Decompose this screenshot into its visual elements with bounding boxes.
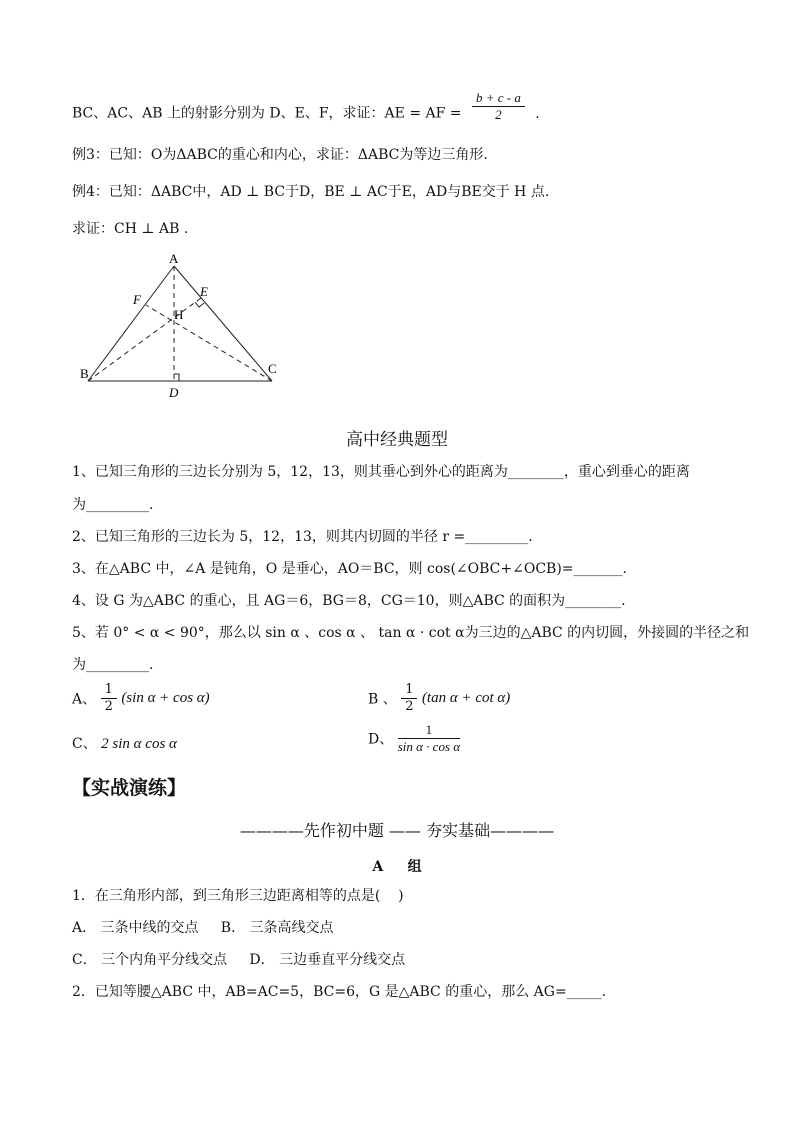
question-4: 4、设 G 为△ABC 的重心，且 AG＝6，BG＝8，CG＝10，则△ABC 的面积为________. bbox=[72, 593, 626, 609]
triangle-orthocenter-figure bbox=[76, 250, 296, 400]
option-d-fraction bbox=[398, 722, 460, 755]
question-5-line-2: 为_________. bbox=[72, 657, 154, 673]
option-a-numerator: 1 bbox=[101, 682, 117, 699]
side-ac bbox=[174, 266, 272, 381]
practice-question-1-options-row-2: C． 三个内角平分线交点 D． 三边垂直平分线交点 bbox=[72, 952, 406, 968]
example-3: 例3：已知：O为ΔABC的重心和内心，求证：ΔABC为等边三角形. bbox=[72, 147, 488, 163]
option-d-label: D、 bbox=[368, 731, 394, 748]
side-ab bbox=[88, 266, 174, 381]
label-b: B bbox=[80, 366, 89, 381]
option-a bbox=[72, 682, 210, 715]
question-2: 2、已知三角形的三边长为 5，12，13，则其内切圆的半径 r =_________. bbox=[72, 529, 533, 545]
fraction-denominator: 2 bbox=[495, 107, 502, 122]
option-a-expression: (sin α + cos α) bbox=[121, 690, 210, 706]
practice-question-1: 1．在三角形内部，到三角形三边距离相等的点是( ) bbox=[72, 888, 404, 904]
group-label: A 组 bbox=[372, 859, 422, 875]
question-1-line-1: 1、已知三角形的三边长分别为 5，12，13，则其垂心到外心的距离为________，重心到垂心的距离 bbox=[72, 464, 690, 480]
label-e: E bbox=[200, 284, 208, 299]
option-a-fraction bbox=[101, 682, 117, 715]
question-1-line-2: 为_________. bbox=[72, 497, 154, 513]
question-5-line-1: 5、若 0° < α < 90°，那么以 sin α 、cos α 、 tan α · cot α为三边的△ABC 的内切圆，外接圆的半径之和 bbox=[72, 625, 750, 641]
option-c bbox=[72, 733, 177, 753]
fraction-numerator: b + c - a bbox=[472, 90, 525, 107]
statement-period: . bbox=[535, 105, 540, 122]
option-c-expression: 2 sin α cos α bbox=[101, 736, 177, 752]
option-a-label: A、 bbox=[72, 691, 97, 708]
right-angle-mark-d bbox=[174, 374, 179, 381]
option-d-numerator: 1 bbox=[398, 722, 460, 739]
altitude-be bbox=[88, 298, 201, 381]
option-b-expression: (tan α + cot α) bbox=[421, 690, 511, 706]
label-h: H bbox=[174, 307, 184, 322]
label-c: C bbox=[268, 361, 277, 376]
fraction-b-plus-c-minus-a-over-2 bbox=[472, 90, 525, 123]
option-a-denominator: 2 bbox=[104, 699, 113, 714]
option-b-denominator: 2 bbox=[405, 699, 414, 714]
label-f: F bbox=[133, 292, 141, 307]
label-d: D bbox=[169, 385, 179, 400]
prove-statement: 求证：CH ⊥ AB . bbox=[72, 221, 189, 237]
option-b bbox=[368, 682, 510, 715]
example-4: 例4：已知：ΔABC中，AD ⊥ BC于D，BE ⊥ AC于E，AD与BE交于 H 点. bbox=[72, 184, 550, 200]
label-a: A bbox=[169, 251, 179, 266]
practice-heading: 【实战演练】 bbox=[72, 777, 187, 799]
option-c-label: C、 bbox=[72, 736, 97, 752]
practice-question-1-options-row-1: A． 三条中线的交点 B． 三条高线交点 bbox=[72, 920, 334, 936]
practice-question-2: 2．已知等腰△ABC 中，AB=AC=5，BC=6，G 是△ABC 的重心，那么 AG=_____. bbox=[72, 984, 607, 1000]
right-angle-mark-e bbox=[195, 302, 204, 307]
practice-subheading: ————先作初中题 —— 夯实基础———— bbox=[239, 821, 555, 840]
segment-cf bbox=[146, 305, 272, 381]
proof-statement-text: BC、AC、AB 上的射影分别为 D、E、F，求证：AE = AF = bbox=[72, 105, 462, 122]
option-d bbox=[368, 722, 460, 755]
option-b-label: B 、 bbox=[368, 691, 397, 708]
option-b-numerator: 1 bbox=[401, 682, 417, 699]
question-3: 3、在△ABC 中，∠A 是钝角，O 是垂心，AO＝BC，则 cos(∠OBC+∠OCB)=_______. bbox=[72, 561, 627, 577]
option-d-denominator: sin α · cos α bbox=[397, 739, 461, 754]
proof-statement-line bbox=[72, 90, 540, 123]
option-b-fraction bbox=[401, 682, 417, 715]
classic-problems-title: 高中经典题型 bbox=[346, 430, 448, 450]
